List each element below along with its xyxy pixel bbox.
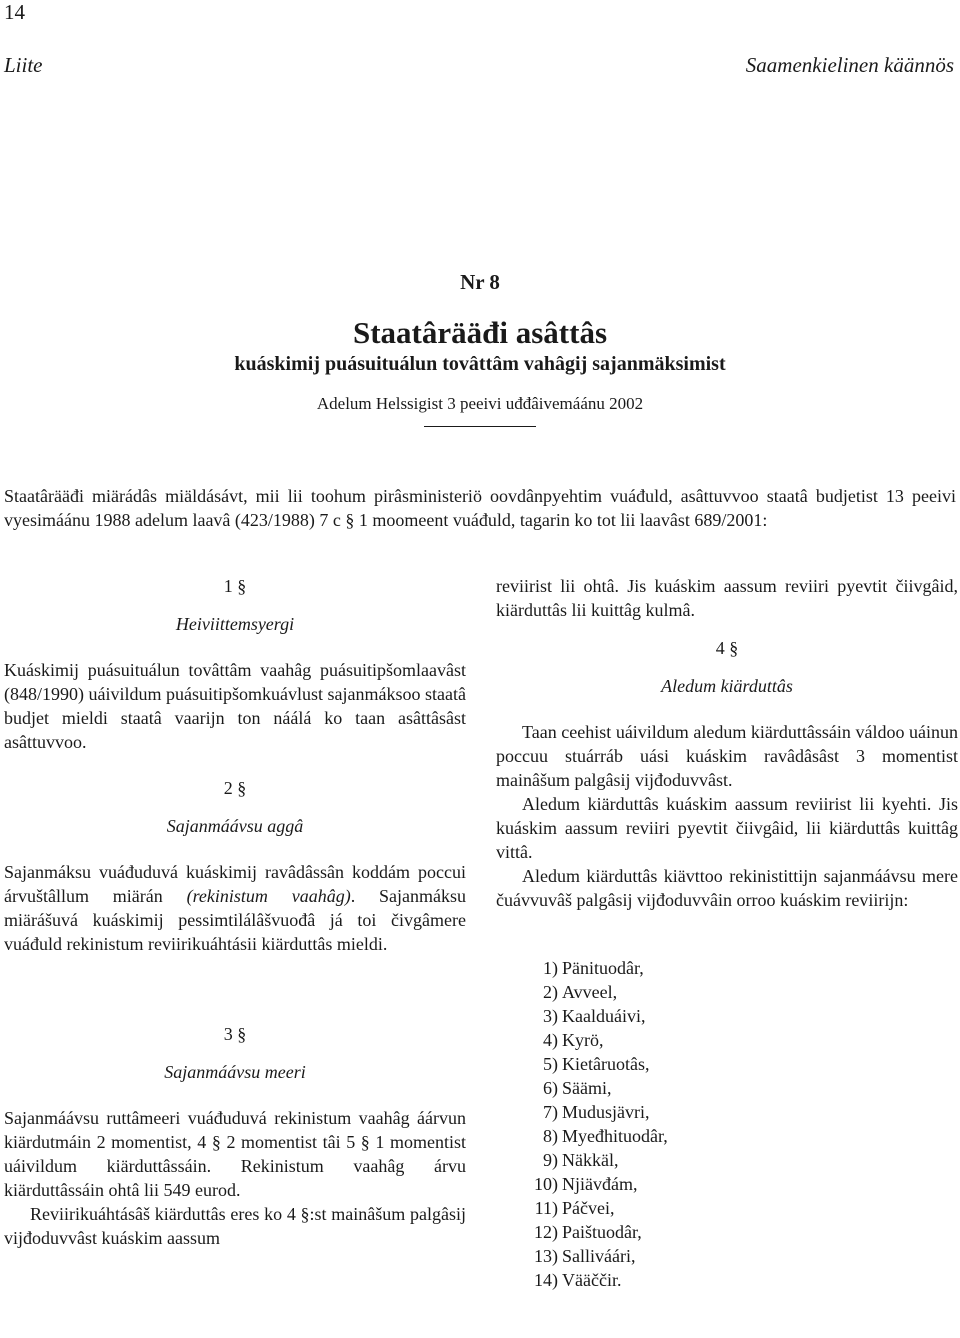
title-divider (424, 426, 536, 427)
running-header-right: Saamenkielinen käännös (745, 53, 954, 77)
list-item (496, 980, 958, 1004)
section-2-title: Sajanmáávsu aggâ (166, 816, 304, 836)
list-item-name: Salliváári, (562, 1246, 636, 1266)
list-item-number: 8) (543, 1126, 558, 1146)
section-3-title: Sajanmáávsu meeri (164, 1062, 306, 1082)
list-item-name: Páčvei, (562, 1198, 615, 1218)
list-item-number: 5) (543, 1054, 558, 1074)
list-item (496, 1148, 958, 1172)
section-1-title: Heiviittemsyergi (175, 614, 295, 634)
section-1-number: 1 § (223, 576, 247, 596)
list-item (496, 1004, 958, 1028)
list-item-name: Säämi, (562, 1078, 612, 1098)
section-3-paragraph-2: Reviirikuáhtásâš kiärduttâs eres ko 4 §:st mainâšum palgâsij vijđoduvvâst kuáskim aassum (4, 1204, 466, 1248)
list-item (496, 1196, 958, 1220)
list-item (496, 1100, 958, 1124)
running-header-left: Liite (4, 53, 43, 77)
list-item (496, 1220, 958, 1244)
list-item-number: 9) (543, 1150, 558, 1170)
section-3-paragraph-1: Sajanmáávsu ruttâmeeri vuáđuduvá rekinistum vaahâg áárvun kiärdutmáin 2 momentist, 4 § 2 momentist tâi 5 § 1 momentist uáivildum kiärduttâssáin. Rekinistum vaahâg árvu kiärduttâssáin ohtâ lii 549 eurod. (4, 1108, 466, 1200)
list-item-number: 10) (534, 1174, 558, 1194)
list-item-name: Vääččir. (562, 1270, 622, 1290)
list-item-number: 11) (534, 1198, 558, 1218)
list-item-name: Myeđhituodâr, (562, 1126, 668, 1146)
list-item (496, 1028, 958, 1052)
list-item (496, 1076, 958, 1100)
list-item (496, 956, 958, 980)
statute-number: Nr 8 (460, 270, 500, 294)
issue-date-line: Adelum Helssigist 3 peeivi uđđâivemáánu 2002 (316, 394, 644, 413)
document-subtitle: kuáskimij puásuituálun tovâttâm vahâgij sajanmäksimist (234, 353, 726, 375)
list-item-number: 13) (534, 1246, 558, 1266)
list-item-name: Näkkäl, (562, 1150, 619, 1170)
list-item-number: 6) (543, 1078, 558, 1098)
section-4-number: 4 § (715, 638, 739, 658)
list-item-number: 12) (534, 1222, 558, 1242)
list-item-name: Pänituodâr, (562, 958, 644, 978)
section-2-text (4, 860, 466, 956)
right-column (496, 574, 958, 1292)
page-number: 14 (4, 0, 25, 24)
list-item-name: Avveel, (562, 982, 618, 1002)
list-item-name: Paištuodâr, (562, 1222, 642, 1242)
section-2-text-italic: (rekinistum vaahâg) (186, 886, 351, 906)
title-block (0, 270, 960, 427)
section-4-paragraph-3: Aledum kiärduttâs kiävttoo rekinistittijn sajanmáávsu mere čuávvuvâš palgâsij vijđoduvvâin orroo kuáskim reviirijn: (496, 866, 958, 910)
list-item-name: Kietâruotâs, (562, 1054, 650, 1074)
section-2-number: 2 § (223, 778, 247, 798)
left-column (4, 574, 466, 1250)
list-item-number: 3) (543, 1006, 558, 1026)
list-item-name: Njiävđám, (562, 1174, 638, 1194)
preamble: Staatârääđi miärádâs miäldásávt, mii lii toohum pirâsministeriö oovdânpyehtim vuáđuld, asâttuvvoo staatâ budjetist 13 peeivi vyesimáánu 1988 adelum laavâ (423/1988) 7 c § 1 moomeent vuáđuld, tagarin ko tot lii laavâst 689/2001: (4, 486, 956, 530)
reindeer-herding-district-list (496, 956, 958, 1292)
section-3-continuation: reviirist lii ohtâ. Jis kuáskim aassum reviiri pyevtit čiivgâid, kiärduttâs lii kuittâg kulmâ. (496, 576, 958, 620)
section-4-paragraph-1: Taan ceehist uáivildum aledum kiärduttâssáin váldoo uáinun poccuu stuárráb uási kuáskim ravâdâsâst 3 momentist mainâšum palgâsij vijđoduvvâst. (496, 722, 958, 790)
list-item-number: 4) (543, 1030, 558, 1050)
list-item-number: 1) (543, 958, 558, 978)
list-item-number: 14) (534, 1270, 558, 1290)
list-item (496, 1052, 958, 1076)
document-title: Staatârääđi asâttâs (352, 315, 608, 350)
list-item-name: Kyrö, (562, 1030, 604, 1050)
list-item (496, 1124, 958, 1148)
list-item-number: 2) (543, 982, 558, 1002)
list-item-number: 7) (543, 1102, 558, 1122)
list-item (496, 1268, 958, 1292)
list-item-name: Kaalduáivi, (562, 1006, 646, 1026)
list-item (496, 1172, 958, 1196)
section-4-paragraph-2: Aledum kiärduttâs kuáskim aassum reviirist lii kyehti. Jis kuáskim aassum reviiri pyevtit čiivgâid, lii kiärduttâs kuittâg vittâ. (496, 794, 958, 862)
section-2-text-a: Sajanmáksu vuáđuduvá kuáskimij ravâdâssân koddám poccui árvuštâllum miärán (4, 862, 466, 906)
section-4-title: Aledum kiärduttâs (661, 676, 793, 696)
list-item-name: Mudusjävri, (562, 1102, 650, 1122)
section-3-number: 3 § (223, 1024, 247, 1044)
list-item (496, 1244, 958, 1268)
section-1-text: Kuáskimij puásuituálun tovâttâm vaahâg puásuitipšomlaavâst (848/1990) uáivildum puásuitipšomkuávlust sajanmáksoo staatâ budjet mieldi staatâ vaarijn ton náálá ko taan asâttâsâst asâttuvvoo. (4, 660, 466, 752)
section-2-text-b: . Sajanmáksu miärášuvá kuáskimij pessimtilálâšvuođâ já toi čivgâmere vuáđuld rekinistum reviirikuáhtásii kiärduttâs mieldi. (4, 886, 466, 954)
